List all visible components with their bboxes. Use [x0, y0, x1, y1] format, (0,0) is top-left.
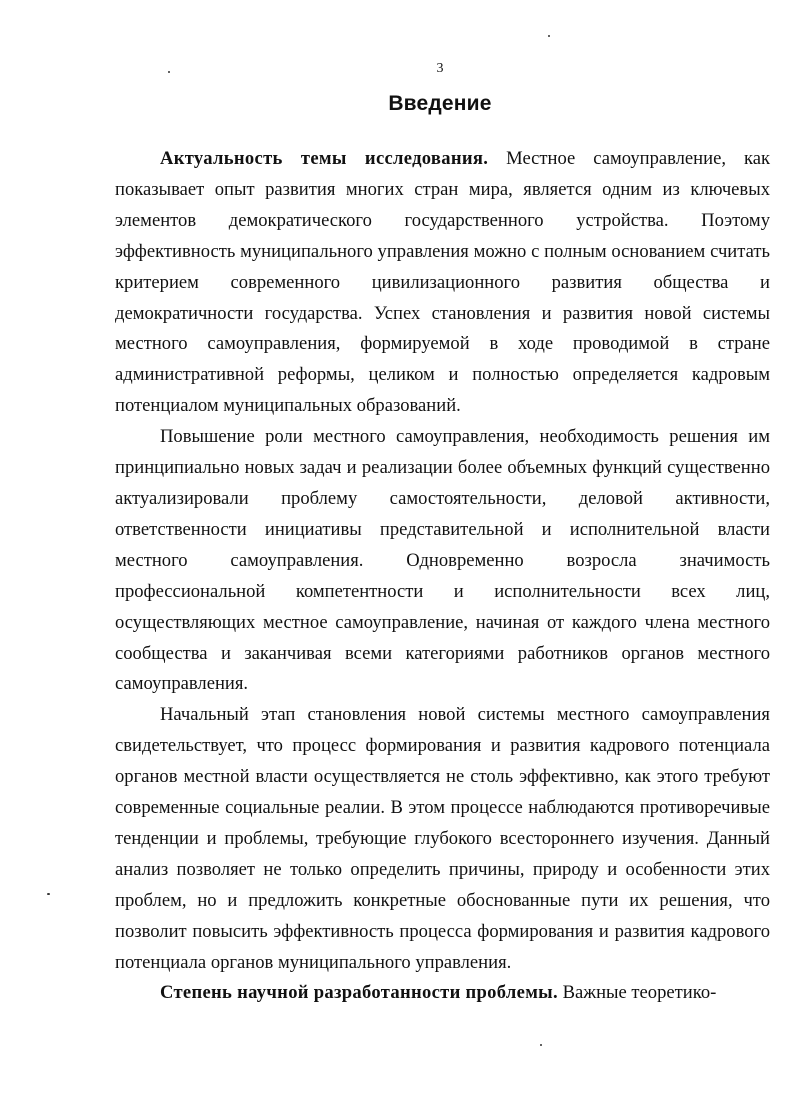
paragraph-lead: Актуальность темы исследования.: [160, 148, 489, 169]
paragraph-initial-stage: [115, 700, 770, 978]
paragraph-lead: Степень научной разработанности проблемы.: [160, 982, 558, 1004]
section-heading: Введение: [388, 92, 492, 115]
paragraph-degree: [115, 978, 770, 1009]
paragraph-text: Начальный этап становления новой системы местного самоуправления свидетельствует, что процесс формирования и развития кадрового потенциала органов местной власти осуществляется не столь эффективно, как этого требуют современные социальные реалии. В этом процессе наблюдаются противоречивые тенденции и проблемы, требующие глубокого всестороннего изучения. Данный анализ позволяет не только определить причины, природу и особенности этих проблем, но и предложить конкретные обоснованные пути их решения, что позволит повысить эффективность процесса формирования и развития кадрового потенциала органов муниципального управления.: [115, 704, 770, 973]
paragraph-text: Повышение роли местного самоуправления, необходимость решения им принципиально новых задач и реализации более объемных функций существенно актуализировали проблему самостоятельности, деловой активности, ответственности инициативы представительной и исполнительной власти местного самоуправления. Одновременно возросла значимость профессиональной компетентности и исполнительности всех лиц, осуществляющих местное самоуправление, начиная от каждого члена местного сообщества и заканчивая всеми категориями работников органов местного самоуправления.: [115, 426, 770, 695]
page-number: 3: [436, 61, 444, 76]
body-text: [115, 144, 770, 1009]
paragraph-text: Важные теоретико-: [557, 982, 717, 1004]
paragraph-role: [115, 422, 770, 700]
paragraph-text: Местное самоуправление, как показывает опыт развития многих стран мира, является одним из ключевых элементов демократического государственного устройства. Поэтому эффективность муниципального управления можно с полным основанием считать критерием современного цивилизационного развития общества и демократичности государства. Успех становления и развития новой системы местного самоуправления, формируемой в ходе проводимой в стране административной реформы, целиком и полностью определяется кадровым потенциалом муниципальных образований.: [115, 148, 770, 417]
scan-speck: [548, 35, 550, 37]
scan-speck: [47, 893, 50, 895]
scan-speck: [540, 1044, 542, 1046]
paragraph-relevance: [115, 144, 770, 422]
scan-speck: [168, 71, 170, 73]
